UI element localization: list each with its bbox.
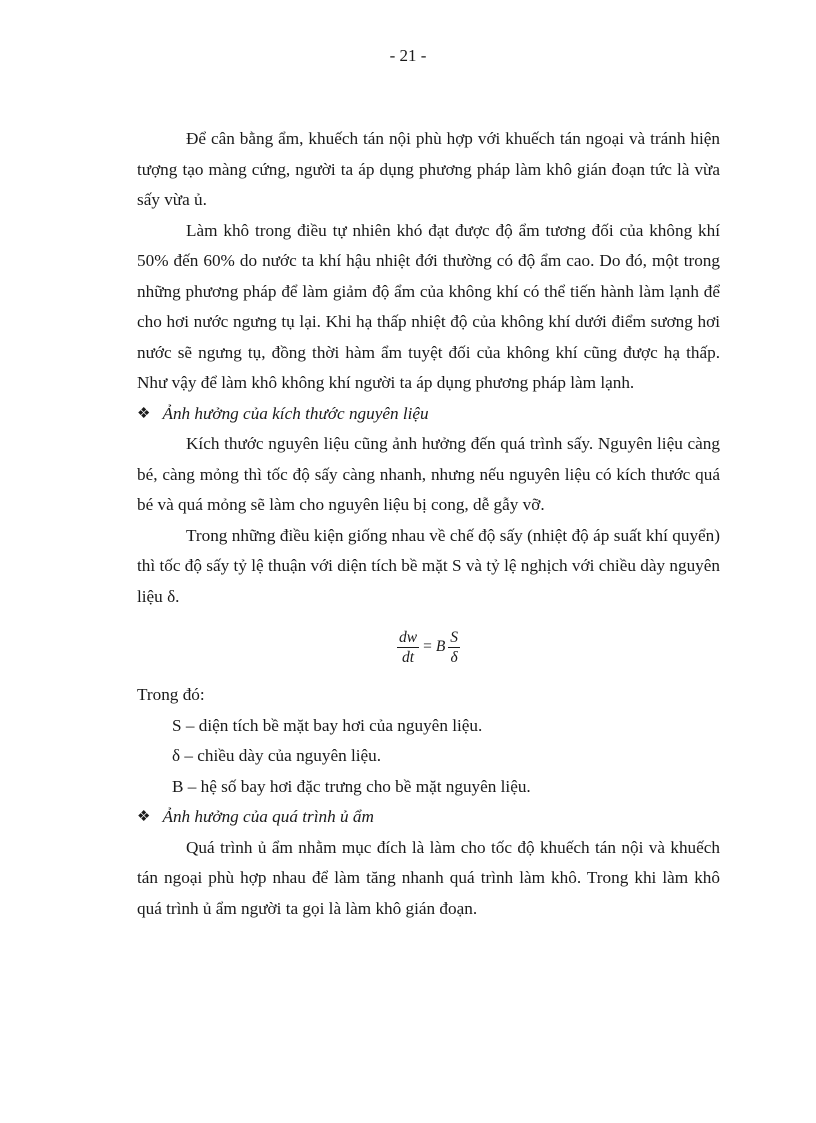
lhs-numerator: dw — [398, 628, 418, 646]
section-heading-moisture-tempering — [137, 802, 720, 833]
coefficient-b: B — [435, 637, 446, 655]
heading-text: Ảnh hưởng của quá trình ủ ẩm — [162, 807, 374, 826]
paragraph-3: Kích thước nguyên liệu cũng ảnh hưởng đến quá trình sấy. Nguyên liệu càng bé, càng mỏng thì tốc độ sấy càng nhanh, nhưng nếu nguyên liệu có kích thước quá bé và quá mỏng sẽ làm cho nguyên liệu bị cong, dễ gẫy vỡ. — [137, 434, 720, 514]
heading-text: Ảnh hưởng của kích thước nguyên liệu — [162, 403, 429, 423]
lhs-denominator: dt — [401, 648, 415, 666]
rhs-numerator: S — [450, 628, 459, 646]
paragraph-2: Làm khô trong điều tự nhiên khó đạt được độ ẩm tương đối của không khí 50% đến 60% do nước ta khí hậu nhiệt đới thường có độ ẩm cao. Do đó, một trong những phương pháp để làm giảm độ ẩm của không khí có thể tiến hành làm lạnh để cho hơi nước ngưng tụ lại. Khi hạ thấp nhiệt độ của không khí dưới điểm sương hơi nước sẽ ngưng tụ, đồng thời hàm ẩm tuyệt đối của không khí cũng được hạ thấp. Như vậy để làm khô không khí người ta áp dụng phương pháp làm lạnh. — [137, 220, 720, 392]
lhs-fraction — [397, 628, 419, 667]
definition-delta: δ – chiều dày của nguyên liệu. — [172, 746, 382, 765]
paragraph-1: Để cân bằng ẩm, khuếch tán nội phù hợp với khuếch tán ngoại và tránh hiện tượng tạo màng cứng, người ta áp dụng phương pháp làm khô gián đoạn tức là vừa sấy vừa ủ. — [137, 129, 720, 209]
diamond-bullet-icon: ❖ — [137, 405, 151, 422]
paragraph-5: Quá trình ủ ẩm nhằm mục đích là làm cho tốc độ khuếch tán nội và khuếch tán ngoại phù hợp nhau để làm tăng nhanh quá trình làm khô. Trong khi làm khô quá trình ủ ẩm người ta gọi là làm khô gián đoạn. — [137, 837, 720, 918]
document-body — [137, 124, 720, 924]
drying-rate-formula — [137, 618, 720, 676]
definition-s: S – diện tích bề mặt bay hơi của nguyên liệu. — [172, 715, 483, 735]
rhs-denominator: δ — [450, 648, 458, 666]
definition-b: B – hệ số bay hơi đặc trưng cho bề mặt nguyên liệu. — [172, 776, 531, 796]
equals-sign: = — [423, 637, 432, 655]
rhs-fraction — [448, 628, 460, 667]
diamond-bullet-icon: ❖ — [137, 809, 151, 825]
where-label: Trong đó: — [137, 685, 205, 704]
paragraph-4: Trong những điều kiện giống nhau về chế độ sấy (nhiệt độ áp suất khí quyển) thì tốc độ sấy tỷ lệ thuận với diện tích bề mặt S và tỷ lệ nghịch với chiều dày nguyên liệu δ. — [137, 525, 720, 606]
page-number: - 21 - — [389, 46, 427, 65]
section-heading-material-size — [137, 399, 720, 430]
